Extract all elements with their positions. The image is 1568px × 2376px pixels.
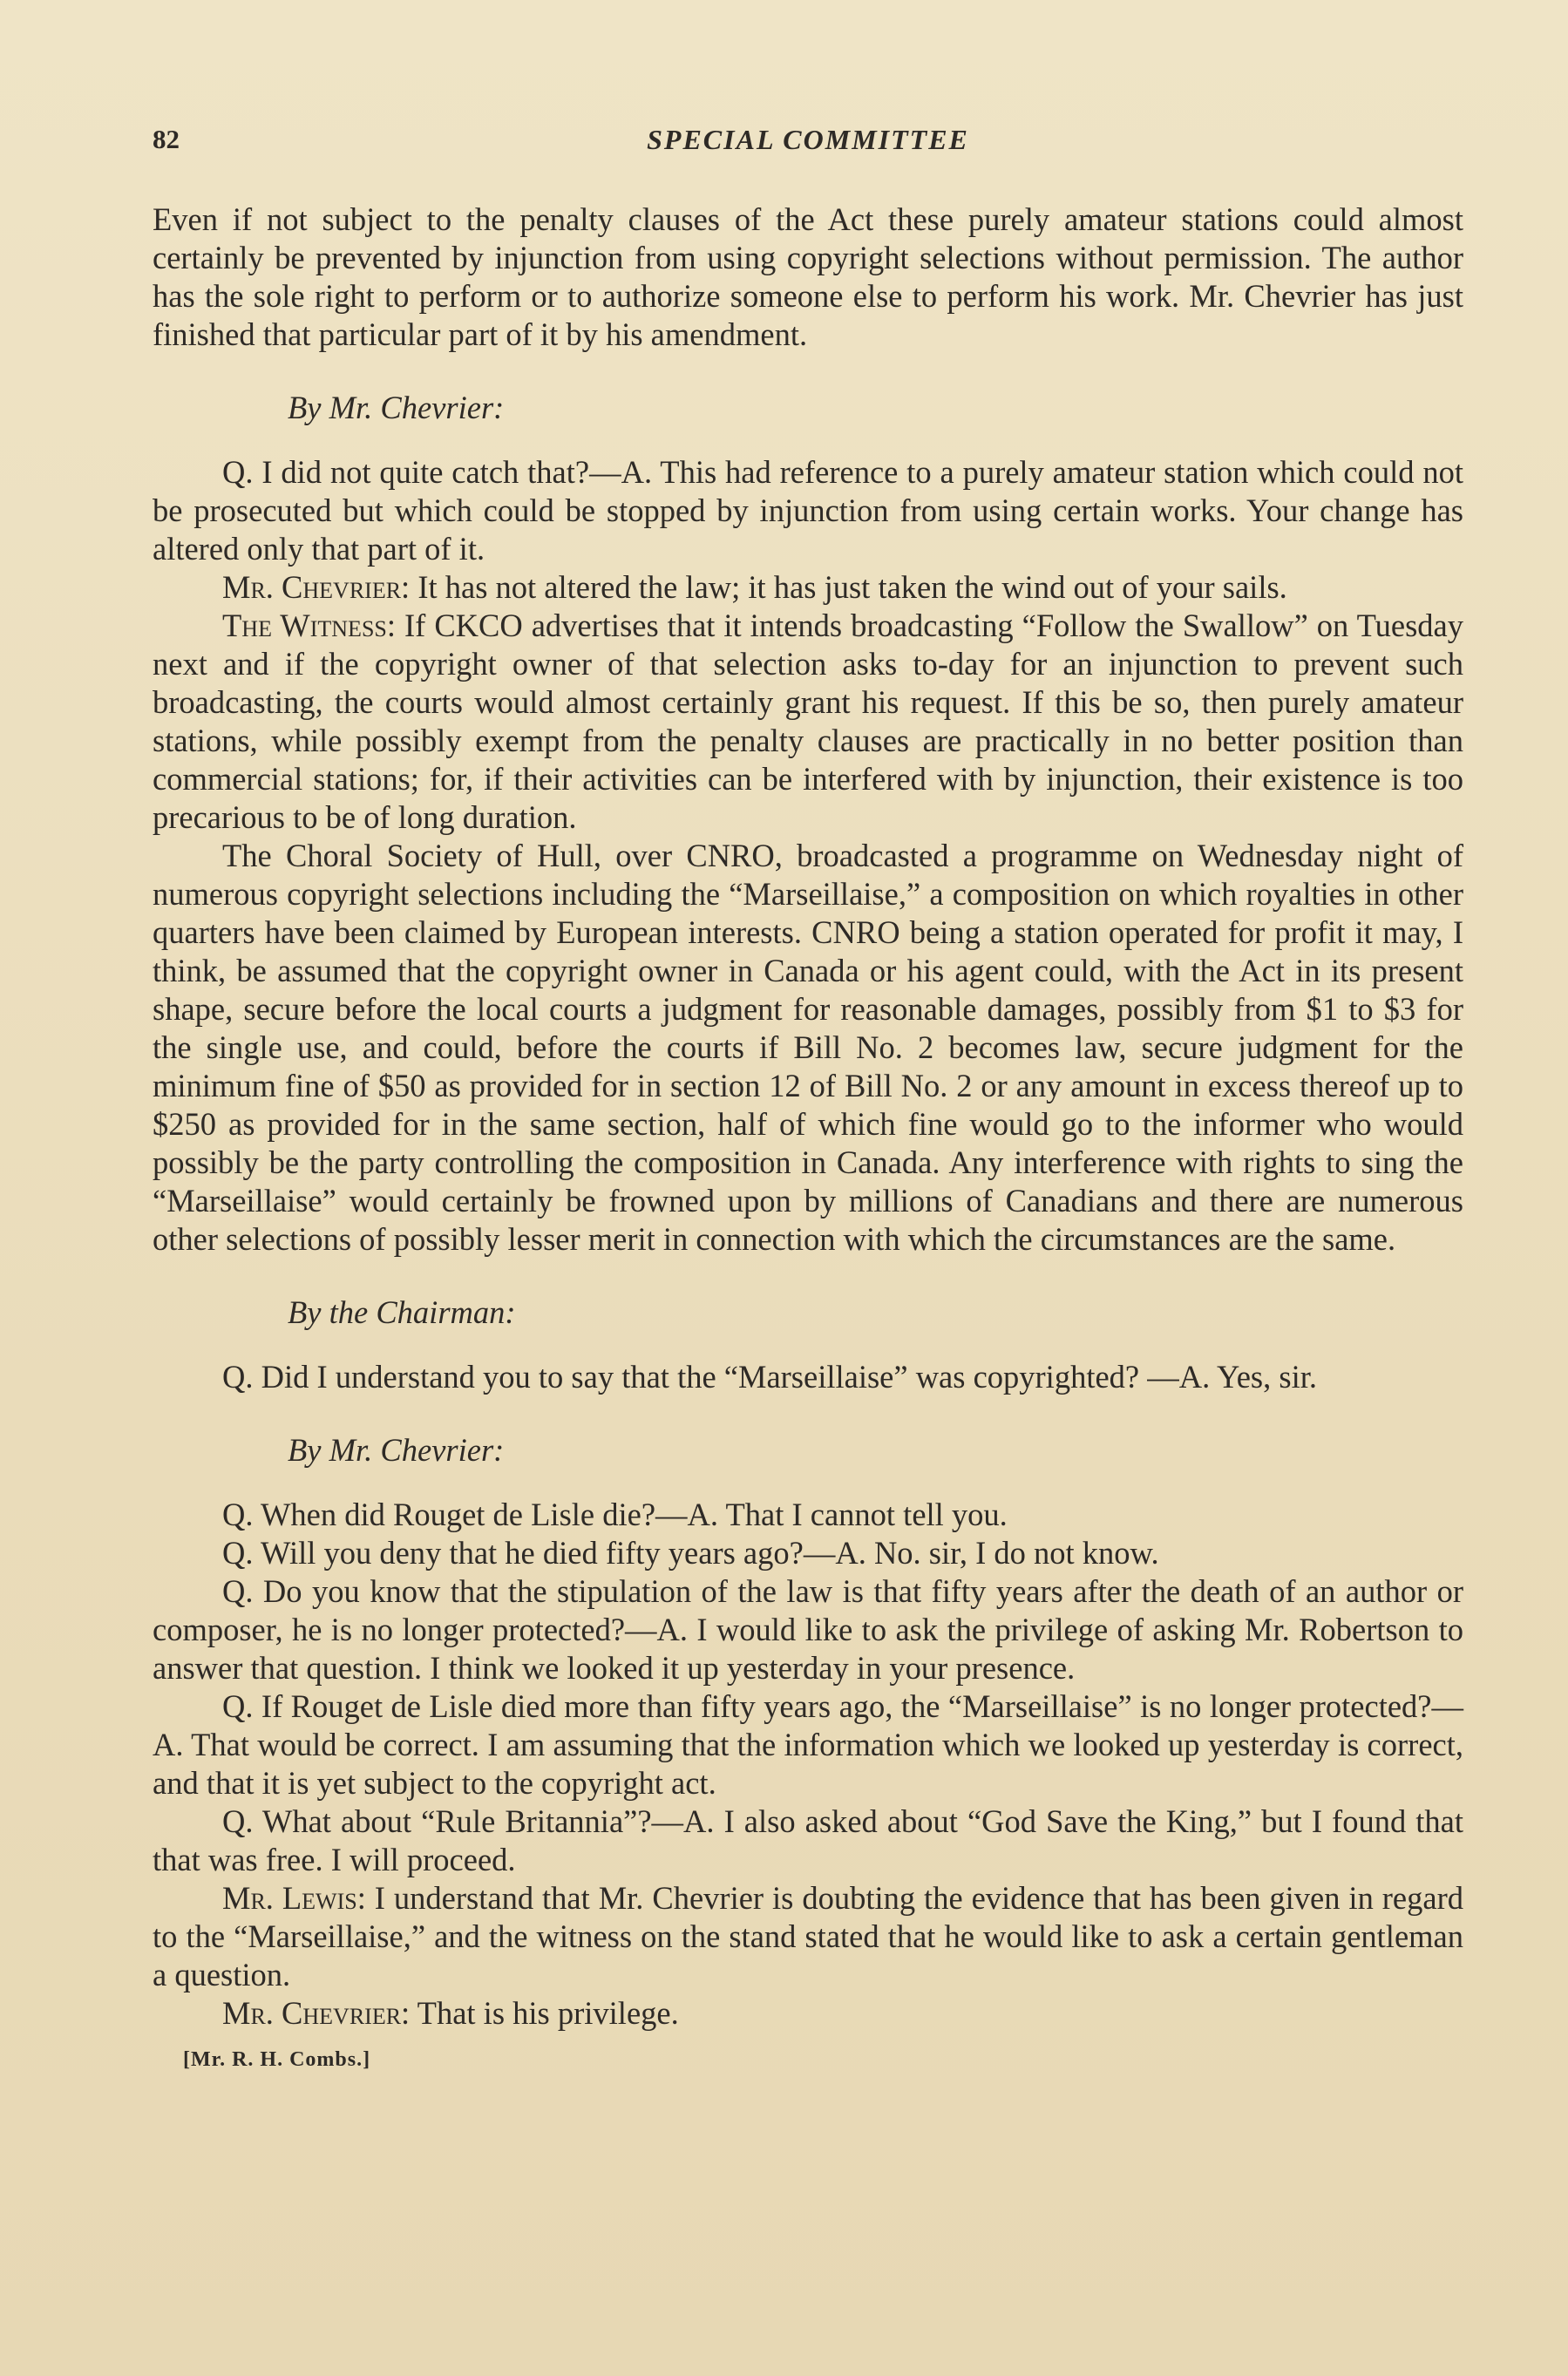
examiner-heading: By Mr. Chevrier: [288,390,505,425]
body-paragraph: Q. What about “Rule Britannia”?—A. I also asked about “God Save the King,” but I found that that was free. I will proceed. [153,1803,1463,1877]
body-paragraph: Q. If Rouget de Lisle died more than fifty years ago, the “Marseillaise” is no longer protected?—A. That would be correct. I am assuming that the information which we looked up yesterday is correct, and that it is yet subject to the copyright act. [153,1688,1463,1801]
body-paragraph: Q. Do you know that the stipulation of the law is that fifty years after the death of an author or composer, he is no longer protected?—A. I would like to ask the privilege of asking Mr. Robertson to answer that question. I think we looked it up yesterday in your presence. [153,1573,1463,1686]
speaker-name: Mr. Chevrier: [222,569,411,605]
speech-paragraph [153,568,1463,607]
speech-paragraph [153,1994,1463,2033]
body-paragraph: Q. I did not quite catch that?—A. This had reference to a purely amateur station which could not be prosecuted but which could be stopped by injunction from using certain works. Your change has altered only that part of it. [153,454,1463,567]
body-paragraph: Q. Will you deny that he died fifty years ago?—A. No. sir, I do not know. [222,1535,1159,1571]
footer-note: [Mr. R. H. Combs.] [183,2048,371,2071]
speech-text: I understand that Mr. Chevrier is doubting the evidence that has been given in regard to the “Marseillaise,” and the witness on the stand stated that he would like to ask a certain gentleman a question. [153,1880,1463,1992]
examiner-heading: By the Chairman: [288,1294,516,1330]
speech-text: It has not altered the law; it has just taken the wind out of your sails. [410,569,1287,605]
running-title: SPECIAL COMMITTEE [647,124,969,155]
speaker-name: Mr. Lewis: [222,1880,366,1916]
body-text [153,200,1463,2033]
speech-text: If CKCO advertises that it intends broadcasting “Follow the Swallow” on Tuesday next and if the copyright owner of that selection asks to-day for an injunction to prevent such broadcasting, the courts would almost certainly grant his request. If this be so, then purely amateur stations, while possibly exempt from the penalty clauses are practically in no better position than commercial stations; for, if their activities can be interfered with by injunction, their existence is too precarious to be of long duration. [153,608,1463,835]
speech-text: That is his privilege. [410,1995,679,2031]
speaker-name: Mr. Chevrier: [222,1995,411,2031]
examiner-heading: By Mr. Chevrier: [288,1432,505,1468]
body-paragraph: The Choral Society of Hull, over CNRO, broadcasted a programme on Wednesday night of numerous copyright selections including the “Marseillaise,” a composition on which royalties in other quarters have been claimed by European interests. CNRO being a station operated for profit it may, I think, be assumed that the copyright owner in Canada or his agent could, with the Act in its present shape, secure before the local courts a judgment for reasonable damages, possibly from $1 to $3 for the single use, and could, before the courts if Bill No. 2 becomes law, secure judgment for the minimum fine of $50 as provided for in section 12 of Bill No. 2 or any amount in excess thereof up to $250 as provided for in the same section, half of which fine would go to the informer who would possibly be the party controlling the composition in Canada. Any interference with rights to sing the “Marseillaise” would certainly be frowned upon by millions of Canadians and there are numerous other selections of possibly lesser merit in connection with which the circumstances are the same. [153,838,1463,1257]
running-head [153,124,1463,167]
speech-paragraph [153,1879,1463,1994]
body-paragraph: Q. When did Rouget de Lisle die?—A. That I cannot tell you. [222,1497,1008,1532]
speaker-name: The Witness: [222,608,397,643]
body-paragraph: Q. Did I understand you to say that the “Marseillaise” was copyrighted? —A. Yes, sir. [222,1359,1317,1395]
speech-paragraph [153,607,1463,837]
page-number: 82 [153,124,180,154]
body-paragraph: Even if not subject to the penalty clauses of the Act these purely amateur stations could almost certainly be prevented by injunction from using copyright selections without permission. The author has the sole right to perform or to authorize someone else to perform his work. Mr. Chevrier has just finished that particular part of it by his amendment. [153,201,1463,352]
